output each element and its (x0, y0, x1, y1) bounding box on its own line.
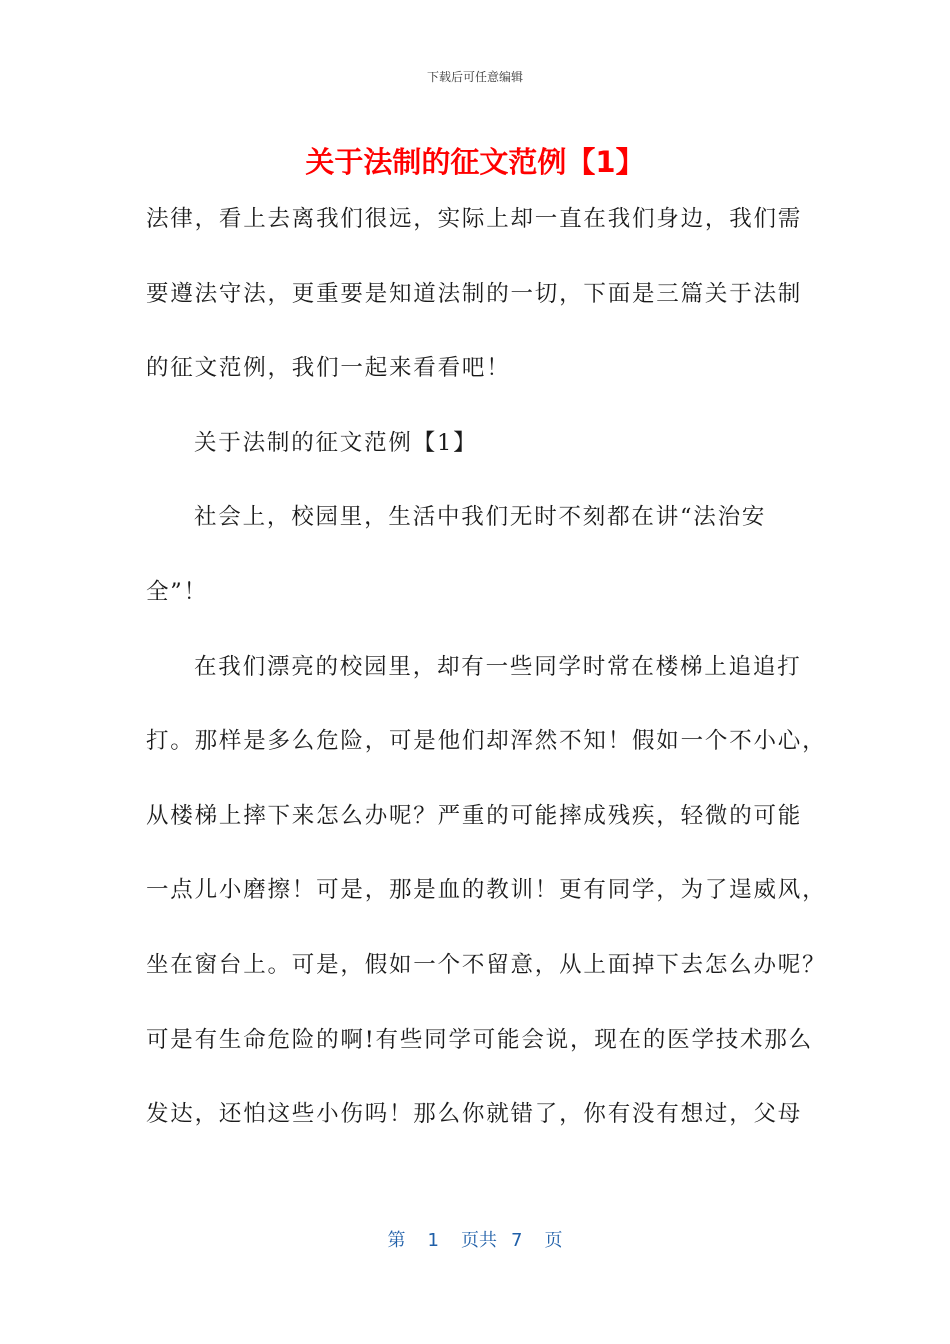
page-footer (0, 1226, 950, 1252)
paragraph-line: 法律，看上去离我们很远，实际上却一直在我们身边，我们需 (146, 206, 803, 232)
footer-page-number: 1 (427, 1230, 439, 1251)
paragraph-line: 可是有生命危险的啊!有些同学可能会说，现在的医学技术那么 (146, 1026, 813, 1053)
document-title: 关于法制的征文范例【1】 (305, 145, 645, 179)
paragraph-line: 打。那样是多么危险，可是他们却浑然不知！假如一个不小心， (146, 728, 827, 755)
paragraph-line: 要遵法守法，更重要是知道法制的一切，下面是三篇关于法制 (146, 280, 803, 307)
body-text (146, 196, 827, 1166)
footer-prefix: 第 (387, 1230, 406, 1251)
paragraph-line: 全”！ (146, 578, 208, 605)
paragraph-line: 社会上，校园里，生活中我们无时不刻都在讲“法治安 (194, 504, 767, 531)
paragraph-line: 坐在窗台上。可是，假如一个不留意，从上面掉下去怎么办呢？ (146, 951, 827, 978)
paragraph-line: 发达，还怕这些小伤吗！那么你就错了，你有没有想过，父母 (146, 1101, 803, 1128)
paragraph-line: 的征文范例，我们一起来看看吧！ (146, 355, 511, 382)
header-note: 下载后可任意编辑 (426, 70, 523, 84)
paragraph-line: 一点儿小磨擦！可是，那是血的教训！更有同学，为了逞威风， (146, 877, 827, 904)
section-heading-line: 关于法制的征文范例【1】 (194, 429, 478, 456)
paragraph-line: 在我们漂亮的校园里，却有一些同学时常在楼梯上追追打 (194, 653, 802, 680)
footer-total-pages: 7 (511, 1230, 523, 1251)
paragraph-line: 从楼梯上摔下来怎么办呢？严重的可能摔成残疾，轻微的可能 (146, 802, 803, 829)
footer-middle: 页共 (461, 1230, 497, 1251)
footer-suffix: 页 (544, 1230, 563, 1251)
